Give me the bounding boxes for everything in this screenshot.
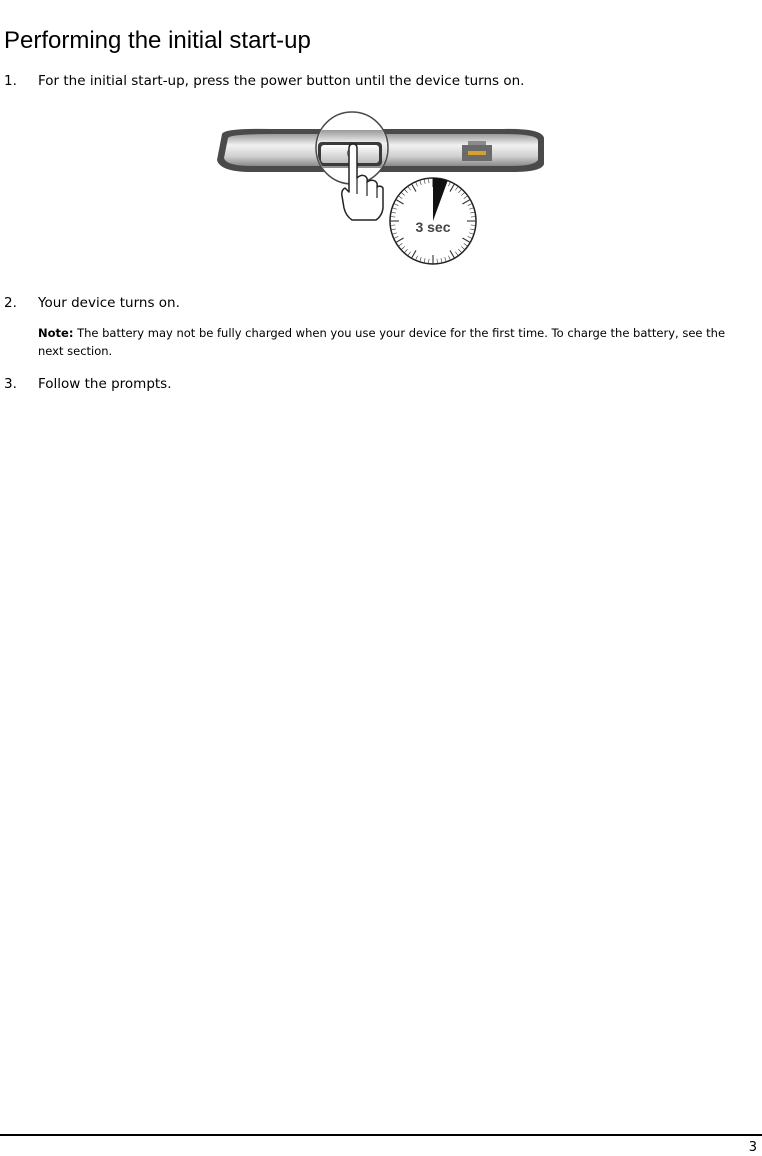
footer-rule (0, 1134, 762, 1136)
step-number: 1. (4, 73, 17, 89)
page-title: Performing the initial start-up (4, 27, 311, 54)
step-number: 2. (4, 295, 17, 311)
page-number: 3 (748, 1140, 757, 1155)
step-text: For the initial start-up, press the power button until the device turns on. (38, 73, 525, 89)
timer-label: 3 sec (415, 219, 451, 235)
note-text: The battery may not be fully charged when you use your device for the first time. To charge the battery, see the next section. (38, 326, 726, 358)
step-text: Your device turns on. (38, 295, 180, 311)
step-text: Follow the prompts. (38, 376, 172, 392)
power-button-illustration (212, 108, 552, 270)
note-label: Note: (38, 326, 74, 340)
step-number: 3. (4, 376, 17, 392)
note (38, 324, 750, 360)
